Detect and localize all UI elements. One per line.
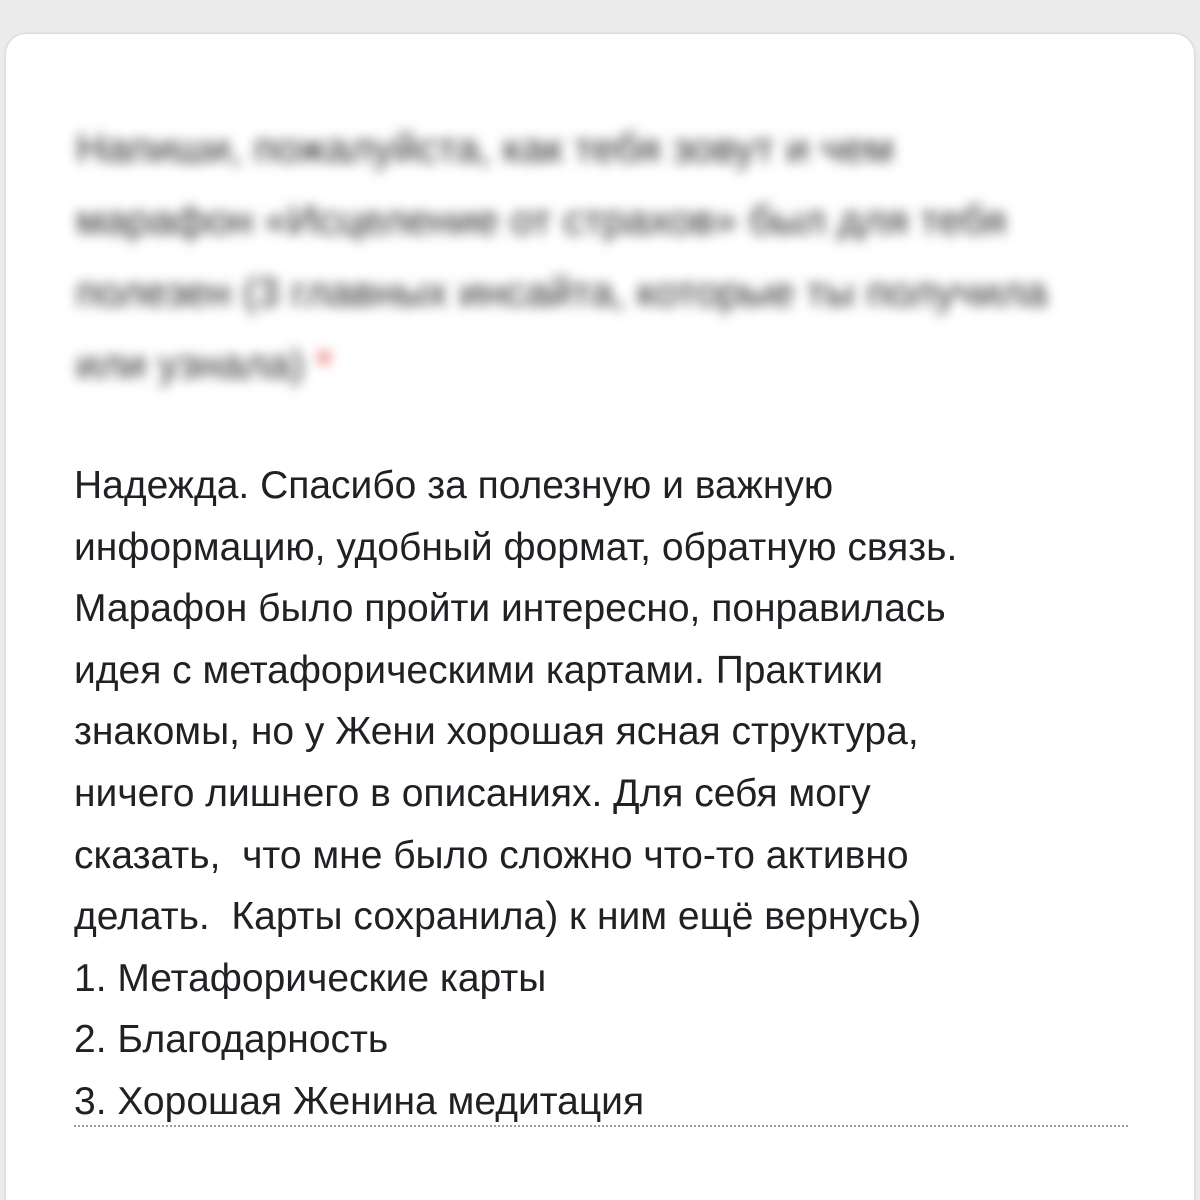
- answer-underline: [74, 1125, 1128, 1127]
- answer-list-item: 3. Хорошая Женина медитация: [74, 1079, 645, 1123]
- answer-line: сказать, что мне было сложно что-то активно: [74, 833, 909, 877]
- question-title: [76, 112, 1076, 400]
- required-asterisk: *: [316, 341, 333, 387]
- answer-list-item: 2. Благодарность: [74, 1018, 389, 1062]
- answer-line: делать. Карты сохранила) к ним ещё вернусь): [74, 895, 922, 939]
- answer-line: ничего лишнего в описаниях. Для себя могу: [74, 771, 871, 815]
- answer-text: [74, 455, 1134, 1133]
- answer-line: знакомы, но у Жени хорошая ясная структура,: [74, 710, 919, 754]
- answer-list-item: 1. Метафорические карты: [74, 956, 547, 1000]
- answer-line: Надежда. Спасибо за полезную и важную: [74, 464, 834, 507]
- answer-line: Марафон было пройти интересно, понравилась: [74, 587, 946, 631]
- answer-line: идея с метафорическими картами. Практики: [74, 648, 884, 692]
- question-text: Напиши, пожалуйста, как тебя зовут и чем марафон «Исцеление от страхов» был для тебя полезен (3 главных инсайта, которые ты получила или узнала): [76, 125, 1048, 387]
- answer-line: информацию, удобный формат, обратную связь.: [74, 525, 958, 569]
